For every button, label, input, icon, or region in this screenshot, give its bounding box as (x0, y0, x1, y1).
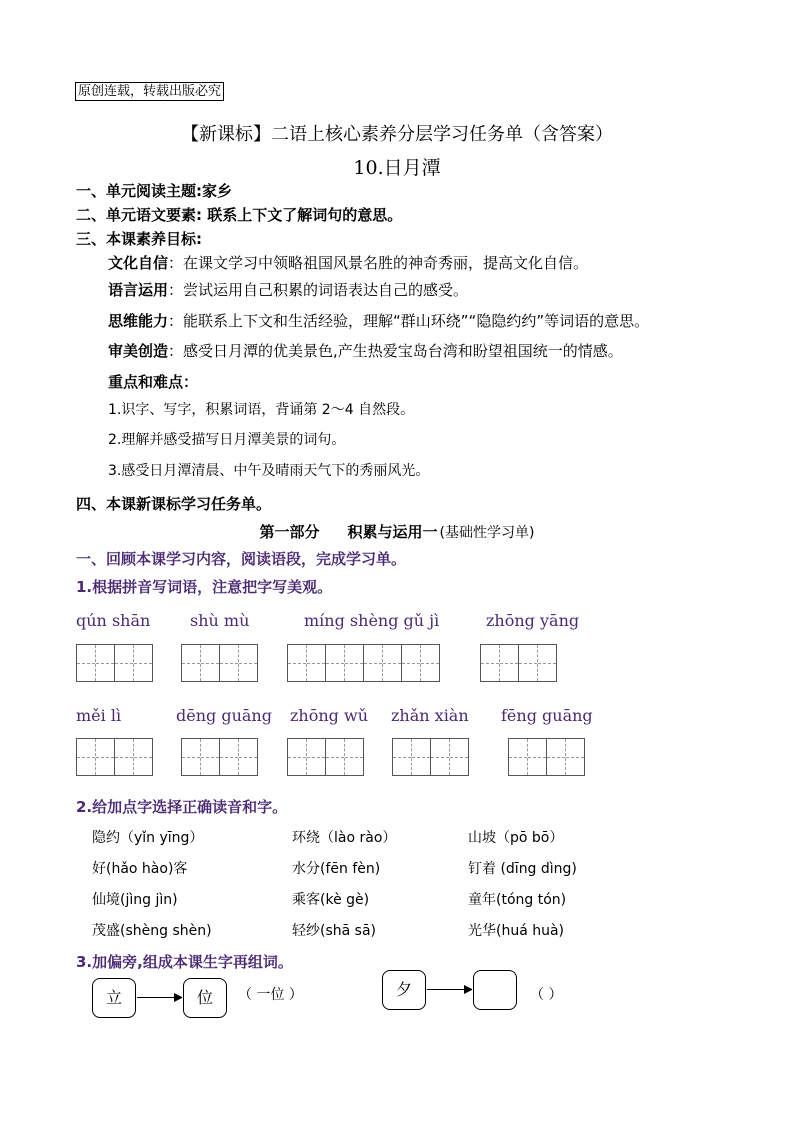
unit-element: 二、单元语文要素: 联系上下文了解词句的意思。 (76, 206, 403, 224)
review-intro: 一、回顾本课学习内容，阅读语段，完成学习单。 (76, 550, 407, 568)
character-answer-box[interactable]: 位 (183, 978, 227, 1018)
reading-choice[interactable]: 好(hǎo hào)客 (92, 861, 188, 877)
keypoint-item: 3.感受日月潭清晨、中午及晴雨天气下的秀丽风光。 (108, 463, 430, 479)
keypoint-item: 2.理解并感受描写日月潭美景的词句。 (108, 432, 346, 448)
word-answer[interactable]: （ ） (530, 987, 563, 1003)
radical-box: 立 (92, 978, 136, 1018)
part-one-title: 第一部分 积累与运用一 (基础性学习单) (259, 523, 535, 541)
writing-grid[interactable] (76, 644, 153, 682)
reading-choice[interactable]: 童年(tóng tón) (468, 892, 567, 908)
writing-grid[interactable] (392, 738, 469, 776)
reading-choice[interactable]: 光华(huá huà) (468, 923, 565, 939)
writing-grid[interactable] (508, 738, 585, 776)
goal-thinking: 思维能力：能联系上下文和生活经验，理解“群山环绕”“隐隐约约”等词语的意思。 (108, 312, 650, 330)
reading-choice[interactable]: 乘客(kè gè) (292, 892, 370, 908)
writing-grid[interactable] (287, 738, 364, 776)
reading-choice[interactable]: 山坡（pō bō） (468, 830, 564, 846)
reading-choice[interactable]: 茂盛(shèng shèn) (92, 923, 212, 939)
writing-grid[interactable] (181, 644, 258, 682)
writing-grid[interactable] (480, 644, 557, 682)
q3-title: 3.加偏旁,组成本课生字再组词。 (76, 953, 293, 971)
pinyin-prompt: zhǎn xiàn (391, 706, 469, 725)
pinyin-prompt: fēng guāng (501, 706, 593, 725)
reading-choice[interactable]: 钉着 (dīng dìng) (468, 861, 577, 877)
radical-box: 夕 (382, 970, 426, 1010)
q2-title: 2.给加点字选择正确读音和字。 (76, 798, 288, 816)
keypoints-heading: 重点和难点： (108, 373, 199, 391)
reading-choice[interactable]: 水分(fēn fèn) (292, 861, 381, 877)
task-heading: 四、本课新课标学习任务单。 (76, 495, 272, 513)
reading-choice[interactable]: 隐约（yǐn yīng） (92, 830, 204, 846)
reading-choice[interactable]: 环绕（lào rào） (292, 830, 397, 846)
arrow-icon (137, 997, 181, 998)
pinyin-prompt: měi lì (76, 706, 122, 725)
goals-heading: 三、本课素养目标: (76, 230, 202, 248)
q1-title: 1.根据拼音写词语，注意把字写美观。 (76, 578, 333, 596)
goal-culture: 文化自信：在课文学习中领略祖国风景名胜的神奇秀丽，提高文化自信。 (108, 254, 589, 272)
pinyin-prompt: dēng guāng (176, 706, 272, 725)
character-answer-box[interactable] (473, 970, 517, 1010)
pinyin-prompt: qún shān (76, 611, 151, 630)
pinyin-prompt: zhōng yāng (486, 611, 580, 630)
arrow-icon (427, 989, 471, 990)
copyright-notice: 原创连载，转载出版必究 (75, 82, 224, 101)
keypoint-item: 1.识字、写字，积累词语，背诵第 2～4 自然段。 (108, 402, 415, 418)
writing-grid[interactable] (181, 738, 258, 776)
writing-grid[interactable] (76, 738, 153, 776)
pinyin-prompt: zhōng wǔ (290, 706, 368, 725)
page-title: 【新课标】二语上核心素养分层学习任务单（含答案） (181, 124, 613, 145)
reading-choice[interactable]: 轻纱(shā sā) (292, 923, 376, 939)
unit-theme: 一、单元阅读主题:家乡 (76, 182, 232, 200)
goal-aesthetic: 审美创造：感受日月潭的优美景色,产生热爱宝岛台湾和盼望祖国统一的情感。 (108, 342, 623, 360)
writing-grid[interactable] (287, 644, 440, 682)
pinyin-prompt: shù mù (190, 611, 250, 630)
goal-language: 语言运用：尝试运用自己积累的词语表达自己的感受。 (108, 281, 469, 299)
lesson-title: 10.日月潭 (353, 157, 441, 179)
pinyin-prompt: míng shèng gǔ jì (304, 611, 440, 630)
word-answer[interactable]: （ 一位 ） (238, 987, 303, 1003)
reading-choice[interactable]: 仙境(jìng jìn) (92, 892, 178, 908)
